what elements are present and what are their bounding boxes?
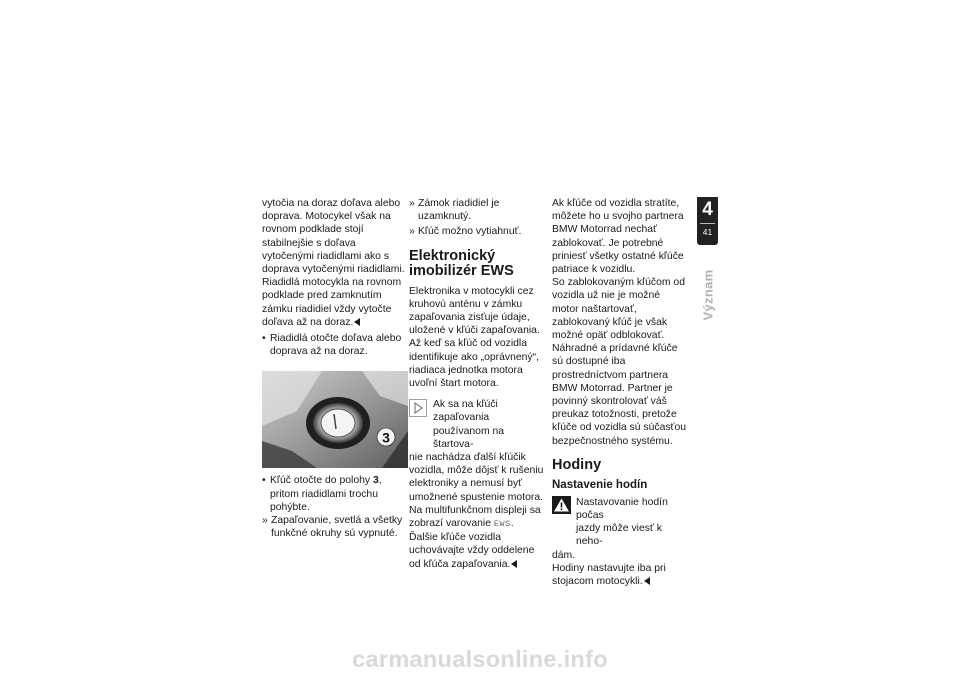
paragraph: vytočia na doraz doľava alebo doprava. Motocykel však na rovnom podklade stojí stabilnejšie s doľava vytočenými riadidlami ako s doprava vytočenými riadidlami. Riadidlá motocykla na rovnom podklade pred zamknutím zámku riadidiel vždy vytočte doľava až na doraz. — [262, 198, 405, 328]
paragraph: Ak kľúče od vozidla stratíte, môžete ho u svojho partnera BMW Motorrad nechať zablokovať. Je potrebné priniesť všetky ostatné kľúče patriace k vozidlu. — [552, 198, 684, 276]
note-icon — [409, 399, 427, 417]
paragraph: Hodiny nastavujte iba pri stojacom motocykli. — [552, 562, 666, 588]
chapter-number: 4 — [702, 199, 713, 220]
steering-lock-photo — [262, 371, 408, 468]
bullet-item: • Kľúč otočte do polohy 3, pritom riadidlami trochu pohýbte. — [262, 474, 408, 514]
chapter-tab — [697, 197, 718, 245]
ews-code: EWS — [493, 519, 511, 530]
note-block: Ak sa na kľúči zapaľovania používanom na štartova- nie nachádza ďalší kľúčik vozidla, môže dôjsť k rušeniu elektroniky a nemusí byť umožnené spustenie motora. Na multifunkčnom displeji sa zobrazí varovanie EWS. Ďalšie kľúče vozidla uchovávajte vždy oddelene od kľúča zapaľovania. — [409, 399, 544, 570]
end-mark-icon — [644, 577, 650, 585]
column-right — [552, 197, 688, 588]
column-left — [262, 197, 408, 540]
warning-block: Nastavovanie hodín počas jazdy môže viesť k neho- dám. — [552, 496, 668, 561]
tab-divider — [700, 223, 715, 224]
subsection-heading: Nastavenie hodín — [552, 478, 648, 491]
section-heading: Hodiny — [552, 456, 602, 473]
warning-icon — [552, 496, 571, 514]
figure-label: 3 — [382, 429, 390, 446]
chapter-side-label: Význam — [700, 269, 716, 321]
column-middle — [409, 197, 545, 571]
result-item: » Zámok riadidiel je uzamknutý. — [409, 197, 545, 223]
end-mark-icon — [511, 560, 517, 568]
result-item: » Kľúč možno vytiahnuť. — [409, 225, 545, 238]
section-heading: Elektronický imobilizér EWS — [409, 247, 514, 279]
result-item: » Zapaľovanie, svetlá a všetky funkčné okruhy sú vypnuté. — [262, 514, 408, 540]
paragraph: So zablokovaným kľúčom od vozidla už nie je možné motor naštartovať, zablokovaný kľúč je však možné opäť odblokovať. — [552, 277, 685, 342]
page-number: 41 — [702, 227, 713, 237]
end-mark-icon — [354, 318, 360, 326]
bullet-item: • Riadidlá otočte doľava alebo doprava až na doraz. — [262, 332, 408, 358]
paragraph: Elektronika v motocykli cez kruhovú anténu v zámku zapaľovania zisťuje údaje, uložené v kľúči zapaľovania. Až keď sa kľúč od vozidla identifikuje ako „oprávnený“, riadiaca jednotka motora uvoľní štart motora. — [409, 285, 540, 390]
paragraph: Náhradné a prídavné kľúče sú dostupné iba prostredníctvom partnera BMW Motorrad. Partner je povinný skontrolovať váš preukaz totožnosti, pretože kľúče od vozidla sú súčasťou bezpečnostného systému. — [552, 343, 686, 447]
watermark: carmanualsonline.info — [352, 646, 608, 672]
